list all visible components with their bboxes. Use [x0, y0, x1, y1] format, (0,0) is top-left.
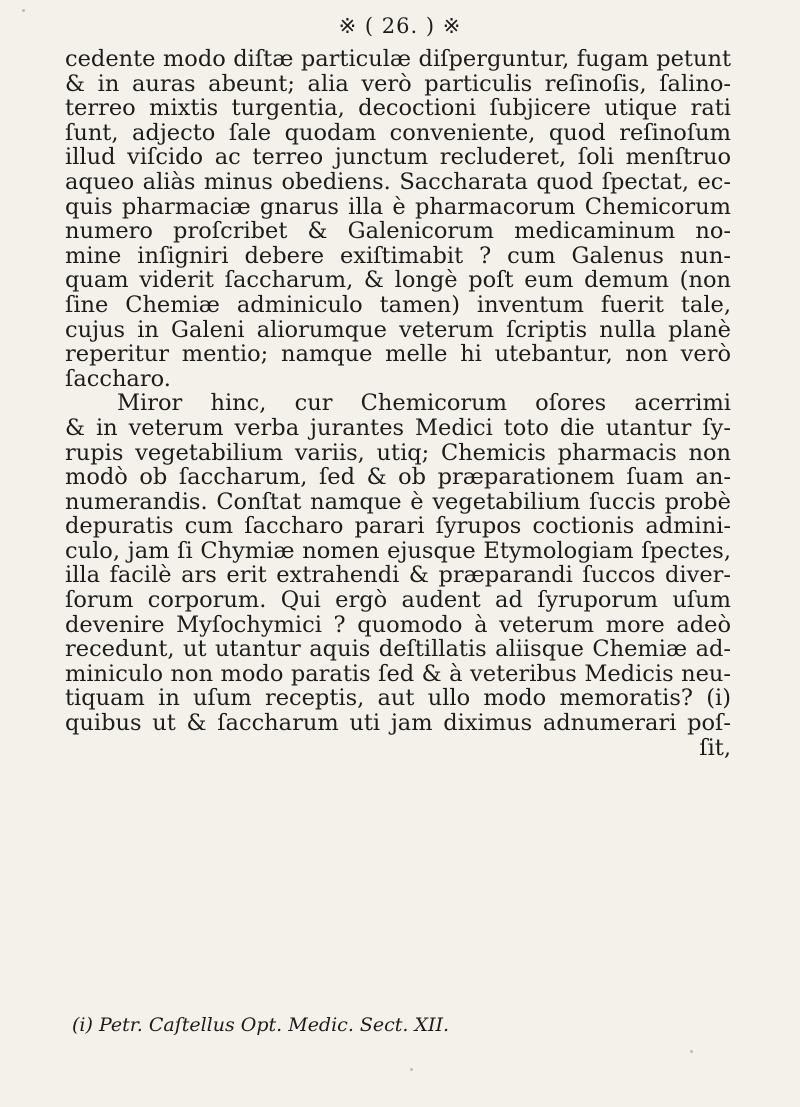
text-line: & in auras abeunt; alia verò particulis reſinoſis, ſalino-	[65, 70, 731, 97]
text-line: illud viſcido ac terreo junctum recluderet, ſoli menſtruo	[65, 144, 731, 171]
paragraph-2	[65, 391, 731, 760]
text-line: modò ob ſaccharum, ſed & ob præparationem ſuam an-	[65, 464, 731, 491]
text-line: aqueo aliàs minus obediens. Saccharata quod ſpectat, ec-	[65, 168, 731, 195]
text-line: Miror hinc, cur Chemicorum oſores acerrimi	[117, 390, 731, 417]
text-line: culo, jam ſi Chymiæ nomen ejusque Etymologiam ſpectes,	[65, 537, 731, 564]
page-header: ※ ( 26. ) ※	[338, 14, 462, 38]
text-line: quis pharmaciæ gnarus illa è pharmacorum Chemicorum	[65, 193, 731, 220]
body-text	[65, 47, 731, 760]
catchword: ſit,	[699, 734, 731, 761]
text-line: rupis vegetabilium variis, utiq; Chemicis pharmacis non	[65, 439, 731, 466]
paper-speck	[690, 1050, 693, 1053]
text-line: devenire Myſochymici ? quomodo à veterum more adeò	[65, 611, 731, 638]
text-line: ſorum corporum. Qui ergò audent ad ſyruporum uſum	[65, 587, 731, 614]
text-line: numerandis. Conſtat namque è vegetabilium ſuccis probè	[65, 488, 731, 515]
footnote: (i) Petr. Caſtellus Opt. Medic. Sect. XII.	[72, 1014, 450, 1036]
text-line: illa facilè ars erit extrahendi & præparandi ſuccos diver-	[65, 562, 731, 589]
text-line: terreo mixtis turgentia, decoctioni ſubjicere utique rati	[65, 95, 731, 122]
text-line: cujus in Galeni aliorumque veterum ſcriptis nulla planè	[65, 316, 731, 343]
text-line: depuratis cum ſaccharo parari ſyrupos coctionis admini-	[65, 513, 731, 540]
text-line: numero proſcribet & Galenicorum medicaminum no-	[65, 218, 731, 245]
paper-speck	[410, 1068, 413, 1071]
text-line: quibus ut & ſaccharum uti jam diximus adnumerari poſ-	[65, 710, 731, 737]
text-line: ſaccharo.	[65, 365, 171, 392]
text-line: tiquam in uſum receptis, aut ullo modo memoratis? (i)	[65, 685, 731, 712]
text-line: reperitur mentio; namque melle hi utebantur, non verò	[65, 341, 731, 368]
text-line: recedunt, ut utantur aquis deſtillatis aliisque Chemiæ ad-	[65, 636, 731, 663]
text-line: mine inſigniri debere exiſtimabit ? cum Galenus nun-	[65, 242, 731, 269]
text-line: & in veterum verba jurantes Medici toto die utantur ſy-	[65, 414, 731, 441]
text-line: ſine Chemiæ adminiculo tamen) inventum fuerit tale,	[65, 291, 731, 318]
text-line: cedente modo diſtæ particulæ diſperguntur, fugam petunt	[65, 46, 731, 72]
text-line: ſunt, adjecto ſale quodam conveniente, quod reſinoſum	[65, 119, 731, 146]
text-line: miniculo non modo paratis ſed & à veteribus Medicis neu-	[65, 660, 731, 687]
text-line: quam viderit ſaccharum, & longè poſt eum demum (non	[65, 267, 731, 294]
paragraph-1	[65, 47, 731, 391]
paper-speck	[22, 9, 25, 12]
